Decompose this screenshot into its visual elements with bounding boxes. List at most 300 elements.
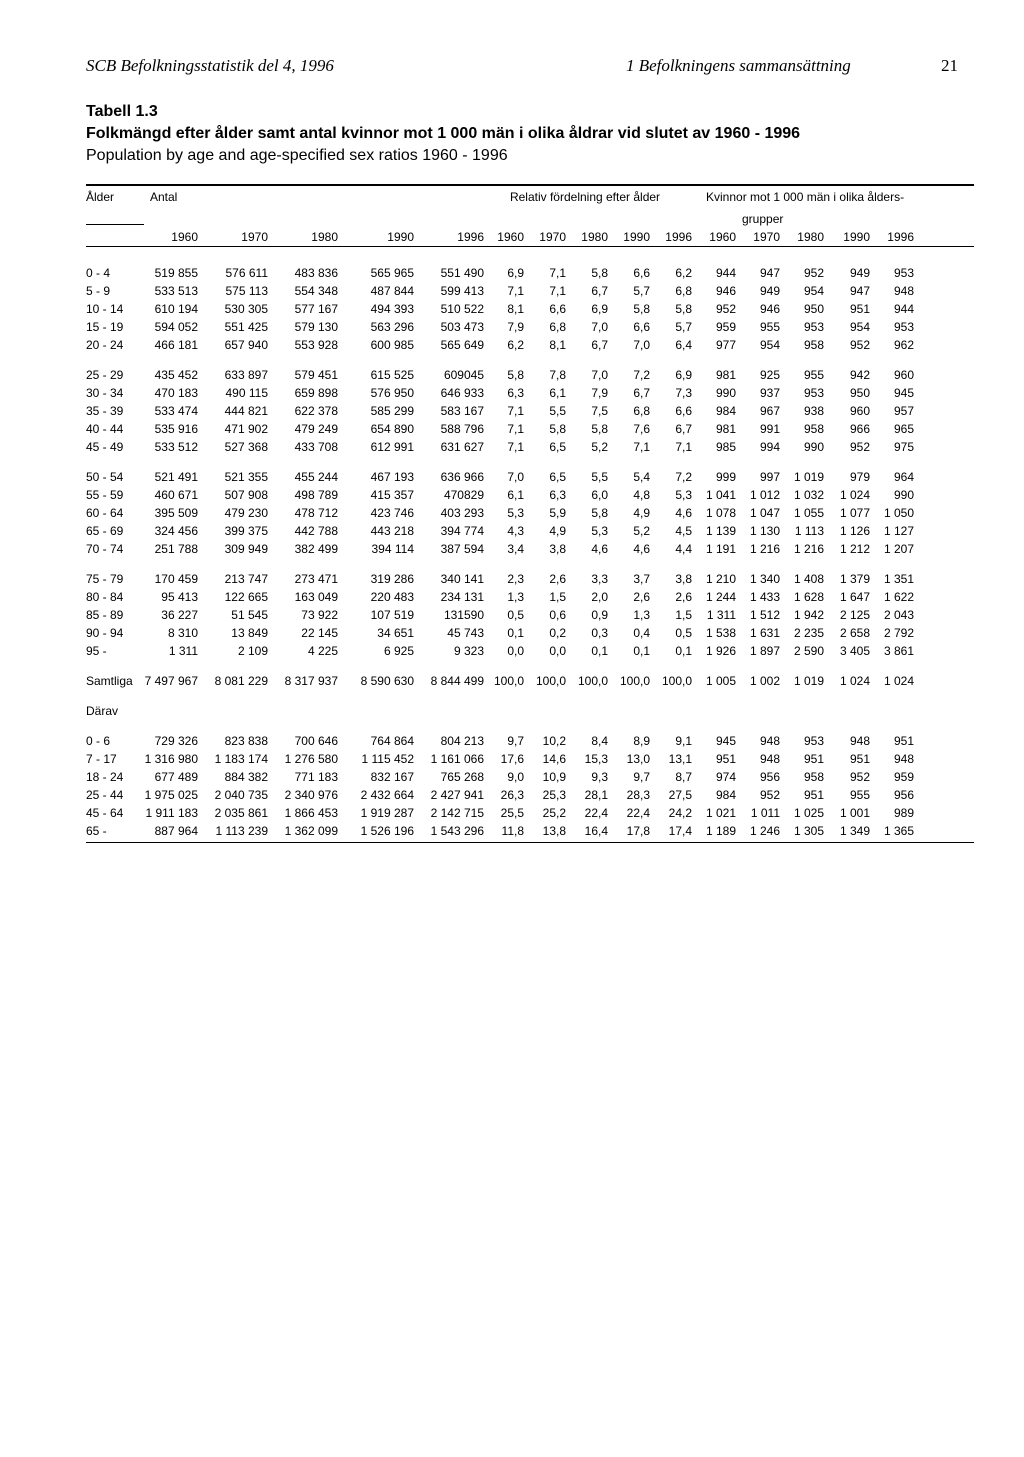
value-cell: 1 622 (883, 590, 914, 604)
value-cell: 5,7 (633, 284, 650, 298)
value-cell: 2 658 (839, 626, 870, 640)
value-cell: 2 043 (883, 608, 914, 622)
value-cell: 7,1 (549, 266, 566, 280)
value-cell: 1 538 (705, 626, 736, 640)
value-cell: 955 (849, 788, 870, 802)
value-cell: 6,4 (675, 338, 692, 352)
age-cell: 30 - 34 (86, 386, 124, 400)
year-header: 1980 (797, 230, 824, 244)
value-cell: 1 047 (749, 506, 780, 520)
value-cell: 953 (893, 320, 914, 334)
table-row (86, 438, 914, 456)
age-cell: 55 - 59 (86, 488, 124, 502)
value-cell: 6,9 (591, 302, 608, 316)
table-row (86, 282, 914, 300)
value-cell: 953 (803, 734, 824, 748)
value-cell: 0,3 (591, 626, 608, 640)
value-cell: 729 326 (154, 734, 198, 748)
value-cell: 478 712 (294, 506, 338, 520)
value-cell: 1 433 (749, 590, 780, 604)
value-cell: 1 024 (839, 488, 870, 502)
age-cell: 35 - 39 (86, 404, 124, 418)
value-cell: 948 (759, 734, 780, 748)
value-cell: 487 844 (370, 284, 414, 298)
value-cell: 442 788 (294, 524, 338, 538)
value-cell: 1 019 (793, 674, 824, 688)
value-cell: 1 628 (793, 590, 824, 604)
value-cell: 2,0 (591, 590, 608, 604)
value-cell: 565 649 (440, 338, 484, 352)
value-cell: 5,8 (591, 422, 608, 436)
value-cell: 700 646 (294, 734, 338, 748)
value-cell: 981 (715, 422, 736, 436)
value-cell: 646 933 (440, 386, 484, 400)
value-cell: 2 427 941 (430, 788, 484, 802)
value-cell: 22 145 (301, 626, 338, 640)
value-cell: 27,5 (668, 788, 692, 802)
value-cell: 5,3 (675, 488, 692, 502)
spacer-row (86, 690, 914, 702)
value-cell: 1 113 239 (215, 824, 268, 838)
value-cell: 953 (893, 266, 914, 280)
header-blank (86, 210, 692, 228)
value-cell: 551 425 (224, 320, 268, 334)
value-cell: 1 210 (705, 572, 736, 586)
value-cell: 1 647 (839, 590, 870, 604)
value-cell: 1 189 (705, 824, 736, 838)
value-cell: 530 305 (224, 302, 268, 316)
value-cell: 1 019 (793, 470, 824, 484)
table-row (86, 768, 914, 786)
header-blank (268, 190, 484, 210)
value-cell: 6,2 (675, 266, 692, 280)
value-cell: 654 890 (370, 422, 414, 436)
value-cell: 5,9 (549, 506, 566, 520)
value-cell: 7,0 (591, 320, 608, 334)
table-label: Tabell 1.3 (86, 103, 158, 120)
value-cell: 100,0 (661, 674, 692, 688)
value-cell: 7,2 (675, 470, 692, 484)
value-cell: 309 949 (224, 542, 268, 556)
value-cell: 989 (893, 806, 914, 820)
value-cell: 5,8 (591, 266, 608, 280)
year-header: 1960 (171, 230, 198, 244)
value-cell: 1 161 066 (430, 752, 484, 766)
value-cell: 1 191 (705, 542, 736, 556)
table-row (86, 522, 914, 540)
spacer (86, 558, 914, 570)
value-cell: 14,6 (542, 752, 566, 766)
value-cell: 8 081 229 (214, 674, 268, 688)
value-cell: 2,6 (549, 572, 566, 586)
value-cell: 494 393 (370, 302, 414, 316)
value-cell: 6,3 (549, 488, 566, 502)
year-header: 1960 (709, 230, 736, 244)
value-cell: 925 (759, 368, 780, 382)
value-cell: 565 965 (370, 266, 414, 280)
value-cell: 273 471 (294, 572, 338, 586)
value-cell: 1 021 (705, 806, 736, 820)
value-cell: 0,1 (507, 626, 524, 640)
value-cell: 551 490 (440, 266, 484, 280)
value-cell: 10,9 (542, 770, 566, 784)
value-cell: 2 792 (883, 626, 914, 640)
value-cell: 2 035 861 (214, 806, 268, 820)
value-cell: 8 844 499 (430, 674, 484, 688)
value-cell: 977 (715, 338, 736, 352)
spacer (86, 456, 914, 468)
value-cell: 948 (759, 752, 780, 766)
age-cell: 7 - 17 (86, 752, 117, 766)
value-cell: 1 005 (705, 674, 736, 688)
table-row (86, 804, 914, 822)
value-cell: 4,9 (549, 524, 566, 538)
value-cell: 510 522 (440, 302, 484, 316)
value-cell: 975 (893, 440, 914, 454)
value-cell: 949 (759, 284, 780, 298)
value-cell: 659 898 (294, 386, 338, 400)
value-cell: 948 (893, 284, 914, 298)
value-cell: 1 212 (839, 542, 870, 556)
value-cell: 5,8 (591, 506, 608, 520)
value-cell: 6,6 (549, 302, 566, 316)
value-cell: 498 789 (294, 488, 338, 502)
value-cell: 24,2 (668, 806, 692, 820)
age-cell: 45 - 49 (86, 440, 124, 454)
value-cell: 107 519 (370, 608, 414, 622)
value-cell: 471 902 (224, 422, 268, 436)
value-cell: 6,6 (675, 404, 692, 418)
value-cell: 0,5 (507, 608, 524, 622)
value-cell: 1 025 (793, 806, 824, 820)
value-cell: 1 942 (793, 608, 824, 622)
age-cell: 40 - 44 (86, 422, 124, 436)
value-cell: 937 (759, 386, 780, 400)
value-cell: 4,5 (675, 524, 692, 538)
page-number: 21 (941, 56, 958, 75)
value-cell: 2,6 (675, 590, 692, 604)
bottom-rule (86, 842, 974, 843)
value-cell: 13,0 (626, 752, 650, 766)
value-cell: 2 340 976 (284, 788, 338, 802)
darav-label: Därav (86, 704, 119, 718)
value-cell: 1 379 (839, 572, 870, 586)
age-cell: 10 - 14 (86, 302, 124, 316)
value-cell: 962 (893, 338, 914, 352)
value-cell: 974 (715, 770, 736, 784)
value-cell: 22,4 (626, 806, 650, 820)
age-cell: Samtliga (86, 674, 133, 688)
value-cell: 6,5 (549, 470, 566, 484)
value-cell: 483 836 (294, 266, 338, 280)
spacer-row (86, 558, 914, 570)
column-header-age: Ålder (86, 190, 115, 204)
value-cell: 6,9 (675, 368, 692, 382)
value-cell: 615 525 (370, 368, 414, 382)
value-cell: 954 (849, 320, 870, 334)
value-cell: 7,0 (591, 368, 608, 382)
value-cell: 997 (759, 470, 780, 484)
value-cell: 4,6 (675, 506, 692, 520)
value-cell: 7,0 (507, 470, 524, 484)
value-cell: 952 (849, 440, 870, 454)
value-cell: 5,8 (633, 302, 650, 316)
age-cell: 95 - (86, 644, 107, 658)
value-cell: 955 (803, 368, 824, 382)
value-cell: 1 041 (705, 488, 736, 502)
value-cell: 9,7 (633, 770, 650, 784)
value-cell: 955 (759, 320, 780, 334)
value-cell: 0,9 (591, 608, 608, 622)
value-cell: 100,0 (577, 674, 608, 688)
value-cell: 622 378 (294, 404, 338, 418)
year-header: 1970 (539, 230, 566, 244)
spacer-row (86, 246, 914, 264)
value-cell: 433 708 (294, 440, 338, 454)
value-cell: 1 340 (749, 572, 780, 586)
table-row (86, 624, 914, 642)
value-cell: 7,1 (675, 440, 692, 454)
value-cell: 959 (893, 770, 914, 784)
value-cell: 1 115 452 (361, 752, 414, 766)
value-cell: 100,0 (535, 674, 566, 688)
value-cell: 5,3 (507, 506, 524, 520)
value-cell: 951 (803, 788, 824, 802)
value-cell: 1 032 (793, 488, 824, 502)
age-cell: 20 - 24 (86, 338, 124, 352)
publication-title: SCB Befolkningsstatistik del 4, 1996 (86, 56, 334, 75)
value-cell: 9,1 (675, 734, 692, 748)
value-cell: 958 (803, 338, 824, 352)
table-row (86, 420, 914, 438)
value-cell: 8 317 937 (284, 674, 338, 688)
year-header: 1990 (387, 230, 414, 244)
value-cell: 0,2 (549, 626, 566, 640)
value-cell: 0,1 (675, 644, 692, 658)
value-cell: 636 966 (440, 470, 484, 484)
age-cell: 70 - 74 (86, 542, 124, 556)
value-cell: 2 109 (237, 644, 268, 658)
table-row (86, 672, 914, 690)
value-cell: 994 (759, 440, 780, 454)
value-cell: 1 139 (705, 524, 736, 538)
value-cell: 11,8 (501, 824, 524, 838)
value-cell: 944 (893, 302, 914, 316)
value-cell: 394 114 (371, 542, 414, 556)
value-cell: 6,8 (675, 284, 692, 298)
value-cell: 4,3 (507, 524, 524, 538)
value-cell: 2 235 (793, 626, 824, 640)
column-header-grupper: grupper (742, 212, 784, 226)
value-cell: 981 (715, 368, 736, 382)
value-cell: 952 (849, 338, 870, 352)
value-cell: 2 142 715 (430, 806, 484, 820)
value-cell: 1,3 (633, 608, 650, 622)
top-rule (86, 184, 974, 186)
value-cell: 28,3 (626, 788, 650, 802)
value-cell: 8,9 (633, 734, 650, 748)
value-cell: 657 940 (224, 338, 268, 352)
value-cell: 8,7 (675, 770, 692, 784)
value-cell: 599 413 (440, 284, 484, 298)
age-cell: 18 - 24 (86, 770, 124, 784)
age-cell: 45 - 64 (86, 806, 124, 820)
age-header-rule (86, 224, 144, 225)
table-row (86, 750, 914, 768)
value-cell: 984 (715, 788, 736, 802)
year-header: 1990 (843, 230, 870, 244)
value-cell: 4,9 (633, 506, 650, 520)
value-cell: 1 311 (706, 608, 736, 622)
table-row (86, 822, 914, 840)
value-cell: 220 483 (370, 590, 414, 604)
year-header: 1996 (665, 230, 692, 244)
value-cell: 832 167 (370, 770, 414, 784)
year-header: 1960 (497, 230, 524, 244)
value-cell: 1,3 (507, 590, 524, 604)
value-cell: 6,7 (675, 422, 692, 436)
value-cell: 5,2 (633, 524, 650, 538)
value-cell: 764 864 (370, 734, 414, 748)
value-cell: 17,4 (668, 824, 692, 838)
value-cell: 16,4 (584, 824, 608, 838)
value-cell: 1 244 (705, 590, 736, 604)
table-row (86, 300, 914, 318)
value-cell: 1 216 (793, 542, 824, 556)
value-cell: 6,8 (633, 404, 650, 418)
row-blank (198, 702, 914, 720)
spacer (86, 246, 914, 264)
value-cell: 444 821 (224, 404, 268, 418)
header-blank (86, 228, 144, 246)
value-cell: 6,3 (507, 386, 524, 400)
chapter-title: 1 Befolkningens sammansättning (626, 56, 851, 75)
page-header (86, 56, 966, 80)
value-cell: 5,7 (675, 320, 692, 334)
table-row (86, 504, 914, 522)
value-cell: 533 474 (154, 404, 198, 418)
value-cell: 944 (715, 266, 736, 280)
table-row (86, 402, 914, 420)
value-cell: 340 141 (440, 572, 484, 586)
value-cell: 25,5 (500, 806, 524, 820)
value-cell: 990 (893, 488, 914, 502)
column-header-relativ: Relativ fördelning efter ålder (509, 190, 661, 204)
value-cell: 1 113 (794, 524, 824, 538)
value-cell: 1 130 (749, 524, 780, 538)
age-cell: 25 - 44 (86, 788, 124, 802)
value-cell: 17,8 (626, 824, 650, 838)
value-cell: 964 (893, 470, 914, 484)
value-cell: 4,6 (591, 542, 608, 556)
age-cell: 0 - 6 (86, 734, 111, 748)
value-cell: 100,0 (493, 674, 524, 688)
value-cell: 503 473 (440, 320, 484, 334)
value-cell: 999 (715, 470, 736, 484)
year-header: 1996 (887, 230, 914, 244)
value-cell: 6,9 (507, 266, 524, 280)
value-cell: 28,1 (584, 788, 608, 802)
value-cell: 952 (759, 788, 780, 802)
value-cell: 0,1 (591, 644, 608, 658)
value-cell: 990 (715, 386, 736, 400)
value-cell: 609045 (443, 368, 484, 382)
value-cell: 34 651 (377, 626, 414, 640)
value-cell: 771 183 (294, 770, 338, 784)
value-cell: 470 183 (154, 386, 198, 400)
value-cell: 9,0 (507, 770, 524, 784)
age-cell: 85 - 89 (86, 608, 124, 622)
value-cell: 576 611 (225, 266, 268, 280)
value-cell: 0,0 (507, 644, 524, 658)
value-cell: 251 788 (154, 542, 198, 556)
value-cell: 950 (803, 302, 824, 316)
value-cell: 13,8 (542, 824, 566, 838)
value-cell: 1 316 980 (144, 752, 198, 766)
value-cell: 13 849 (231, 626, 268, 640)
value-cell: 985 (715, 440, 736, 454)
value-cell: 7,3 (675, 386, 692, 400)
spacer (86, 720, 914, 732)
value-cell: 5,4 (633, 470, 650, 484)
value-cell: 2 590 (793, 644, 824, 658)
value-cell: 0,6 (549, 608, 566, 622)
year-header: 1970 (241, 230, 268, 244)
value-cell: 954 (803, 284, 824, 298)
header-bottom-rule (86, 246, 974, 247)
value-cell: 1 011 (750, 806, 780, 820)
value-cell: 7,9 (591, 386, 608, 400)
spacer-row (86, 660, 914, 672)
value-cell: 6,8 (549, 320, 566, 334)
value-cell: 1 207 (883, 542, 914, 556)
value-cell: 1 183 174 (214, 752, 268, 766)
value-cell: 7,1 (549, 284, 566, 298)
value-cell: 5,5 (549, 404, 566, 418)
value-cell: 957 (893, 404, 914, 418)
value-cell: 804 213 (440, 734, 484, 748)
value-cell: 823 838 (224, 734, 268, 748)
value-cell: 951 (803, 752, 824, 766)
table-row (86, 366, 914, 384)
value-cell: 5,3 (591, 524, 608, 538)
value-cell: 7,9 (507, 320, 524, 334)
value-cell: 324 456 (154, 524, 198, 538)
value-cell: 521 491 (154, 470, 198, 484)
table-row (86, 264, 914, 282)
age-cell: 5 - 9 (86, 284, 111, 298)
value-cell: 953 (803, 320, 824, 334)
table-row (86, 588, 914, 606)
value-cell: 17,6 (500, 752, 524, 766)
value-cell: 1 926 (705, 644, 736, 658)
value-cell: 1 975 025 (144, 788, 198, 802)
value-cell: 0,0 (549, 644, 566, 658)
value-cell: 991 (759, 422, 780, 436)
header-row (86, 190, 914, 210)
value-cell: 3 861 (883, 644, 914, 658)
value-cell: 4,6 (633, 542, 650, 556)
value-cell: 8,1 (507, 302, 524, 316)
header-row (86, 210, 914, 228)
value-cell: 5,8 (507, 368, 524, 382)
value-cell: 951 (893, 734, 914, 748)
value-cell: 2 125 (839, 608, 870, 622)
year-header: 1980 (311, 230, 338, 244)
age-cell: 25 - 29 (86, 368, 124, 382)
year-header: 1980 (581, 230, 608, 244)
value-cell: 7,0 (633, 338, 650, 352)
